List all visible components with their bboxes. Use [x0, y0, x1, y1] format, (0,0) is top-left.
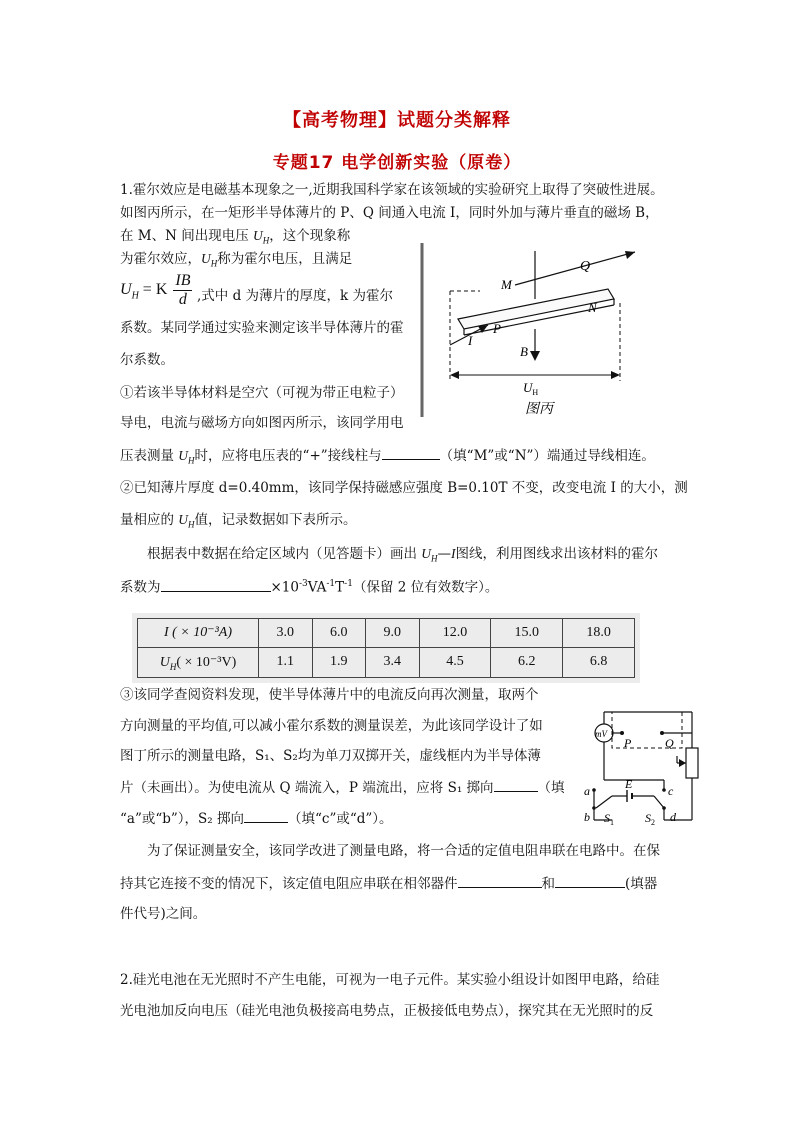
answer-blank-terminal[interactable]: [382, 445, 440, 460]
q1-line-4: 为霍尔效应，$U_H$称为霍尔电压，且满足: [120, 251, 353, 269]
fig-bing-label-m: M: [501, 277, 512, 292]
q1-s2-line-3: 根据表中数据在给定区域内（见答题卡）画出 $U_H—I$图线，利用图线求出该材料的霍尔: [147, 546, 659, 564]
fig-ding-label-q: Q: [665, 736, 674, 750]
fig-ding-label-s1: $S_1$: [604, 811, 614, 827]
answer-blank-s2[interactable]: [244, 808, 288, 823]
fig-ding-label-b: b: [584, 810, 590, 824]
figure-ding-circuit: [582, 700, 712, 830]
q1-s3-line-1: ③该同学查阅资料发现，使半导体薄片中的电流反向再次测量，取两个: [120, 687, 539, 703]
hall-formula: $U_H = K$ $\frac{IB}{d}$: [120, 272, 191, 308]
q1-s2-line-4: 系数为 $\times 10^{-3}VA^{-1}T^{-1}$（保留 2 位有效数字）。: [120, 574, 498, 598]
cell-voltage: 6.2: [491, 647, 563, 677]
table-row-voltage: [138, 647, 635, 677]
q1-line-3: 在 M、N 间出现电压 $U_H$，这个现象称: [120, 228, 351, 246]
fig-bing-label-uh: $U_H$: [523, 380, 539, 397]
cell-current: 3.0: [259, 619, 313, 648]
q1-s1-line-1: ①若该半导体材料是空穴（可视为带正电粒子）: [120, 385, 404, 401]
q1-s1-line-2: 导电，电流与磁场方向如图丙所示，该同学用电: [120, 415, 404, 431]
fig-ding-label-e: E: [625, 777, 633, 791]
cell-voltage: 1.9: [312, 647, 366, 677]
q2-line-2: 光电池加反向电压（硅光电池负极接高电势点，正极接低电势点），探究其在无光照时的反: [120, 1003, 654, 1019]
q1-s3-line-4: 片（未画出）。为使电流从 Q 端流入，P 端流出，应将 S₁ 掷向 （填: [120, 777, 565, 798]
fig-ding-label-s2: $S_2$: [645, 811, 655, 827]
fig-bing-caption: 图丙: [525, 402, 553, 417]
figure-bing: [420, 241, 640, 419]
fig-ding-label-d: d: [670, 810, 676, 824]
row-label-current: I ( × 10⁻³A): [138, 619, 259, 648]
cell-current: 12.0: [419, 619, 491, 648]
fig-ding-label-a: a: [584, 784, 590, 798]
q1-line-6: 系数。某同学通过实验来测定该半导体薄片的霍: [120, 320, 404, 336]
answer-blank-component-2[interactable]: [555, 873, 625, 888]
q1-s3-line-6: 为了保证测量安全，该同学改进了测量电路，将一合适的定值电阻串联在电路中。在保: [147, 843, 660, 859]
document-title: 【高考物理】试题分类解释: [283, 110, 511, 131]
cell-current: 9.0: [366, 619, 420, 648]
q1-s2-line-2: 量相应的 $U_H$值，记录数据如下表所示。: [120, 512, 357, 530]
cell-voltage: 4.5: [419, 647, 491, 677]
q1-s1-line-3: 压表测量 $U_H$时，应将电压表的“+”接线柱与 （填“M”或“N”）端通过导线相连。: [120, 445, 655, 471]
cell-current: 6.0: [312, 619, 366, 648]
fig-ding-label-p: P: [624, 736, 632, 750]
fig-bing-label-i: I: [468, 333, 473, 348]
cell-current: 15.0: [491, 619, 563, 648]
q1-s3-line-2: 方向测量的平均值,可以减小霍尔系数的测量误差，为此该同学设计了如: [120, 718, 543, 734]
formula-fraction: $\frac{IB}{d}$: [175, 272, 191, 308]
cell-current: 18.0: [563, 619, 635, 648]
document-subtitle: 专题17 电学创新实验（原卷）: [272, 153, 522, 173]
fig-bing-label-n: N: [588, 300, 597, 315]
fig-bing-label-p: P: [493, 321, 501, 336]
cell-voltage: 3.4: [366, 647, 420, 677]
cell-voltage: 6.8: [563, 647, 635, 677]
q1-line-1: 1.霍尔效应是电磁基本现象之一,近期我国科学家在该领域的实验研究上取得了突破性进展。: [120, 182, 664, 198]
fig-ding-label-mv: mV: [595, 729, 607, 739]
q1-s3-line-8: 件代号)之间。: [120, 906, 207, 922]
q1-s3-line-5: “a”或“b”），S₂ 掷向 （填“c”或“d”）。: [120, 808, 393, 829]
row-label-voltage: $U_H( \times 10^{-3}V)$: [138, 647, 259, 677]
q1-s3-line-7: 持其它连接不变的情况下，该定值电阻应串联在相邻器件 和 (填器: [120, 873, 657, 894]
fig-bing-label-q: Q: [580, 259, 591, 274]
cell-voltage: 1.1: [259, 647, 313, 677]
q1-s2-line-1: ②已知薄片厚度 d=0.40mm，该同学保持磁感应强度 B=0.10T 不变，改变电流 I 的大小，测: [120, 480, 688, 496]
answer-blank-component-1[interactable]: [458, 873, 542, 888]
fig-ding-label-c: c: [668, 784, 674, 798]
q1-line-5: ,式中 d 为薄片的厚度，k 为霍尔: [197, 288, 393, 304]
q2-line-1: 2.硅光电池在无光照时不产生电能，可视为一电子元件。某实验小组设计如图甲电路，给硅: [120, 972, 660, 988]
q1-s3-line-3: 图丁所示的测量电路，S₁、S₂均为单刀双掷开关，虚线框内为半导体薄: [120, 748, 541, 764]
answer-blank-s1[interactable]: [494, 777, 538, 792]
fig-bing-label-b: B: [520, 344, 528, 359]
q1-line-2: 如图丙所示，在一矩形半导体薄片的 P、Q 间通入电流 I，同时外加与薄片垂直的磁场 B，: [120, 205, 659, 221]
q1-line-7: 尔系数。: [120, 352, 174, 368]
data-table-wrapper: [132, 613, 640, 683]
table-row-current: [138, 619, 635, 648]
answer-blank-hall-coefficient[interactable]: [161, 577, 271, 592]
data-table: [137, 618, 635, 678]
